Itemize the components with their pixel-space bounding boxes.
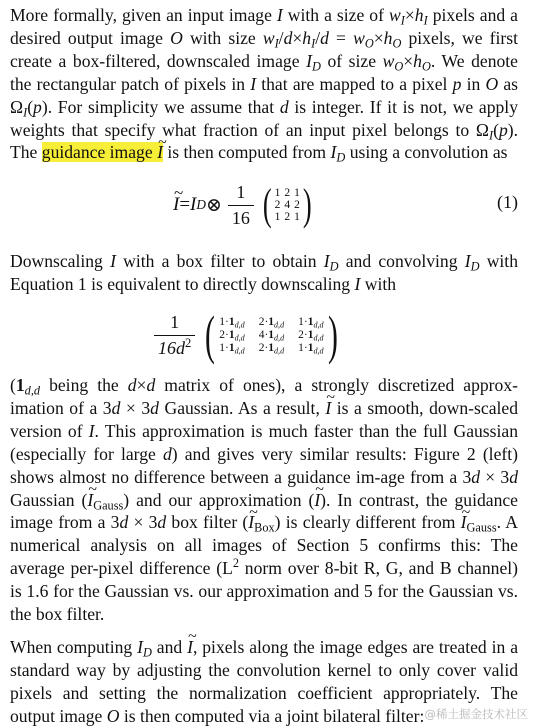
paragraph-1: More formally, given an input image I with a size of $w_I\times h_I$ pixels and a desired output image O with size $w_I/d\times h_I/d = w_O\times h_O$ pixels, we first create a box-filtered, downscaled image $I_D$ of size $w_O\times h_O$. We denote the rectangular patch of pixels in I that are mapped to a pixel p in O as $\Omega_I(p)$. For simplicity we assume that d is integer. If it is not, we apply weights that specify what fraction of an input pixel belongs to $\Omega_I(p)$. The guidance image ~ I is then computed from $I_D$ using a convolution as: [10, 4, 518, 164]
fraction-1-16: $\frac{1}{16}$: [228, 182, 254, 229]
paragraph-4: When computing $I_D$ and ~ I, pixels along the image edges are treated in a standard way by adjusting the convolution kernel to only cover valid pixels and setting the normalization coefficient appropriately. The output image O is then computed via a joint bilateral filter:: [10, 636, 518, 728]
paragraph-3: ($1_{d,d}$ being the d×d matrix of ones), a strongly discretized approx-imation of a 3d × 3d Gaussian. As a result, ~ I is a smooth, down-scaled version of I. This approximation is much faster than the full Gaussian (especially for large d) and gives very similar results: Figure 2 (left) shows almost no difference between a guidance im-age from a 3d × 3d Gaussian (~ $I_{Gauss}$) and our approximation (~ I). In contrast, the guidance image from a 3d × 3d box filter (~ $I_{Box}$) is clearly different from ~ $I_{Gauss}$. A numerical analysis on all images of Section 5 confirms this: The average per-pixel difference ($L^2$ norm over 8-bit R, G, and B channel) is 1.6 for the Gaussian vs. our approximation and 5 for the Gaussian vs. the box filter.: [10, 374, 518, 626]
watermark: @稀土掘金技术社区: [424, 707, 528, 721]
fraction-1-16d2: $\frac{1}{16d^2}$: [154, 312, 195, 359]
equation-number: (1): [497, 192, 518, 212]
highlighted-term: guidance image ~ I: [42, 142, 163, 162]
kernel-matrix: 1 2 1 2 4 2 1 2 1: [274, 187, 300, 223]
ones-matrix: $1\cdot 1_{d,d}$ $2\cdot 1_{d,d}$ $1\cdot 1_{d,d}$ $2\cdot 1_{d,d}$ $4\cdot 1_{d,d}$ $2\cdot 1_{d,d}$ $1\cdot 1_{d,d}$ $2\cdot 1_{d,d}$ $1\cdot 1_{d,d}$: [219, 315, 324, 355]
equation-1: ~ I = I D ⊗ $\frac{1}{16}$ ( 1 2 1 2 4 2 1 2 1 ) (1): [10, 168, 518, 242]
equation-2: $\frac{1}{16d^2}$ ( $1\cdot 1_{d,d}$ $2\cdot 1_{d,d}$ $1\cdot 1_{d,d}$ $2\cdot 1_{d,d}$ $4\cdot 1_{d,d}$ $2\cdot 1_{d,d}$ $1\cdot 1_{d,d}$ $2\cdot 1_{d,d}$ $1\cdot 1_{d,d}$ ): [10, 305, 518, 365]
paragraph-2: Downscaling I with a box filter to obtain $I_D$ and convolving $I_D$ with Equation 1 is equivalent to directly downscaling I with: [10, 251, 518, 294]
